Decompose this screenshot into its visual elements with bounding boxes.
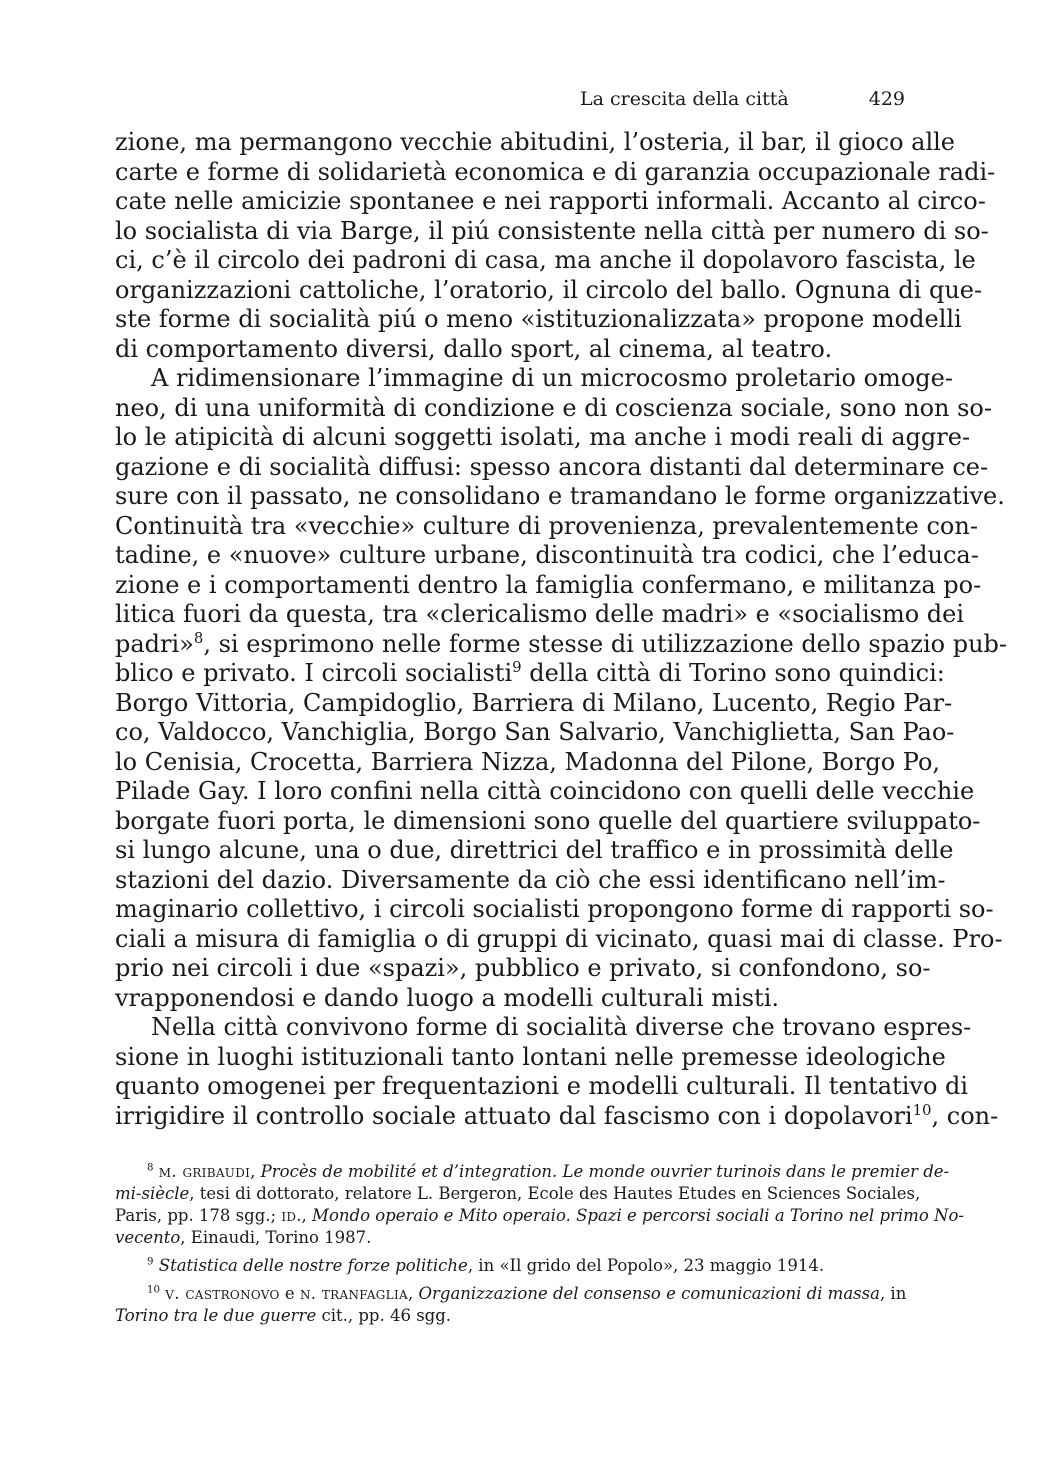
text-segment: blico e privato. I circoli socialisti: [115, 659, 513, 687]
text-segment: , con-: [931, 1101, 999, 1130]
footnote-title: . Le monde ouvrier turinois dans le premier de-: [552, 1162, 950, 1181]
text-line: [115, 628, 1007, 660]
footnote-line: [115, 1227, 905, 1249]
footnote-title: Organizzazione del consenso e comunicazioni di massa: [418, 1284, 880, 1303]
footnote-text: e: [279, 1284, 300, 1303]
text-line: ciali a misura di famiglia o di gruppi di vicinato, quasi mai di classe. Pro-: [115, 924, 1003, 953]
text-line: Continuità tra «vecchie» culture di provenienza, prevalentemente con-: [115, 511, 978, 540]
text-line: gazione e di socialità diffusi: spesso ancora distanti dal determinare ce-: [115, 452, 989, 481]
text-segment: padri»: [115, 629, 194, 658]
text-segment: della città di Torino sono quindici:: [521, 659, 945, 687]
footnote-ref-9[interactable]: 9: [512, 658, 522, 676]
footnote-title: vecento: [115, 1228, 181, 1247]
text-line: zione e i comportamenti dentro la famiglia confermano, e militanza po-: [115, 570, 982, 599]
text-line: organizzazioni cattoliche, l’oratorio, il circolo del ballo. Ognuna di que-: [115, 275, 983, 304]
text-line: stazioni del dazio. Diversamente da ciò che essi identificano nell’im-: [115, 865, 946, 894]
text-line: borgate fuori porta, le dimensioni sono quelle del quartiere sviluppato-: [115, 806, 981, 835]
text-line: Nella città convivono forme di socialità diverse che trovano espres-: [151, 1013, 972, 1041]
text-line: co, Valdocco, Vanchiglia, Borgo San Salvario, Vanchiglietta, San Pao-: [115, 718, 955, 746]
footnote-line: [115, 1305, 905, 1327]
running-head: [580, 84, 905, 114]
footnote-line: $^8$ m. gribaudi, Procès de mobilité et d’integration. Le monde ouvrier turinois dans le premier de-: [147, 1162, 950, 1181]
text-line: tadine, e «nuove» culture urbane, discontinuità tra codici, che l’educa-: [115, 541, 979, 569]
text-line: maginario collettivo, i circoli socialisti propongono forme di rapporti so-: [115, 895, 994, 923]
footnote-9: [115, 1255, 905, 1277]
footnote-ref-10[interactable]: 10: [912, 1100, 932, 1119]
footnote-text: , Einaudi, Torino 1987.: [180, 1228, 372, 1247]
footnote-title: Torino tra le due guerre: [115, 1306, 317, 1325]
footnote-line: [115, 1205, 964, 1227]
footnote-ref-8[interactable]: 8: [193, 628, 204, 647]
text-line: cate nelle amicizie spontanee e nei rapporti informali. Accanto al circo-: [115, 187, 986, 215]
footnote-text: cit., pp. 46 sgg.: [316, 1306, 452, 1325]
footnote-text: , tesi di dottorato, relatore L. Bergeron, Ecole des Hautes Etudes en Sciences Sociales,: [189, 1184, 921, 1203]
text-line: Borgo Vittoria, Campidoglio, Barriera di Milano, Lucento, Regio Par-: [115, 688, 953, 717]
text-line: di comportamento diversi, dallo sport, al cinema, al teatro.: [115, 334, 833, 363]
footnote-number: 9: [147, 1256, 154, 1268]
footnote-author: v. castronovo: [165, 1284, 280, 1303]
footnote-text: .,: [296, 1206, 313, 1225]
text-line: prio nei circoli i due «spazi», pubblico e privato, si confondono, so-: [115, 954, 931, 982]
footnote-number: 8: [147, 1162, 154, 1174]
text-line: zione, ma permangono vecchie abitudini, l’osteria, il bar, il gioco alle: [115, 128, 956, 156]
text-line: ci, c’è il circolo dei padroni di casa, ma anche il dopolavoro fascista, le: [115, 246, 976, 274]
text-line: [115, 658, 945, 689]
footnote-text: ,: [407, 1284, 419, 1303]
footnote-8: [115, 1161, 964, 1249]
footnote-line: [115, 1255, 905, 1277]
text-line: lo socialista di via Barge, il piú consistente nella città per numero di so-: [115, 216, 989, 245]
footnote-title: . Spazi e percorsi sociali a Torino nel primo No-: [565, 1206, 964, 1225]
text-line: sure con il passato, ne consolidano e tramandano le forme organizzative.: [115, 482, 1005, 510]
footnote-line: [115, 1283, 905, 1305]
text-segment: irrigidire il controllo sociale attuato dal fascismo con i dopolavori: [115, 1101, 913, 1130]
footnotes: [115, 1161, 964, 1333]
text-line: si lungo alcune, una o due, direttrici del traffico e in prossimità delle: [115, 836, 954, 864]
text-line: quanto omogenei per frequentazioni e modelli culturali. Il tentativo di: [115, 1072, 969, 1100]
text-line: Pilade Gay. I loro confini nella città coincidono con quelli delle vecchie: [115, 777, 975, 805]
running-title: La crescita della città: [580, 88, 789, 110]
text-line: lo le atipicità di alcuni soggetti isolati, ma anche i modi reali di aggre-: [115, 423, 971, 451]
footnote-text: Paris, pp. 178 sgg.;: [115, 1206, 282, 1225]
footnote-title: mi-siècle: [115, 1184, 190, 1203]
text-line: ste forme di socialità piú o meno «istituzionalizzata» propone modelli: [115, 305, 962, 333]
footnote-title: Statistica delle nostre forze politiche: [158, 1256, 468, 1275]
footnote-author: m. gribaudi: [158, 1162, 251, 1181]
text-line: A ridimensionare l’immagine di un microcosmo proletario omoge-: [151, 364, 953, 392]
text-line: [115, 1100, 999, 1132]
footnote-10: [115, 1283, 905, 1327]
footnote-text: , in: [879, 1284, 907, 1303]
text-line: sione in luoghi istituzionali tanto lontani nelle premesse ideologiche: [115, 1042, 946, 1071]
page-number: 429: [868, 88, 905, 110]
footnote-title: Procès de mobilité et d’integration: [260, 1162, 552, 1181]
footnote-line: [115, 1183, 921, 1205]
footnote-ibid: id: [281, 1206, 297, 1225]
text-line: vrapponendosi e dando luogo a modelli culturali misti.: [115, 983, 779, 1012]
text-line: neo, di una uniformità di condizione e di coscienza sociale, sono non so-: [115, 393, 992, 422]
main-text: [115, 128, 1007, 1131]
footnote-title: Mondo operaio e Mito operaio: [312, 1206, 566, 1225]
footnote-author: n. tranfaglia: [299, 1284, 408, 1303]
text-segment: , si esprimono nelle forme stesse di utilizzazione dello spazio pub-: [203, 629, 1007, 658]
text-line: lo Cenisia, Crocetta, Barriera Nizza, Madonna del Pilone, Borgo Po,: [115, 747, 941, 776]
text-line: litica fuori da questa, tra «clericalismo delle madri» e «socialismo dei: [115, 600, 965, 628]
text-line: carte e forme di solidarietà economica e di garanzia occupazionale radi-: [115, 157, 996, 186]
footnote-text: , in «Il grido del Popolo», 23 maggio 1914.: [467, 1256, 825, 1275]
footnote-number: 10: [147, 1284, 161, 1296]
